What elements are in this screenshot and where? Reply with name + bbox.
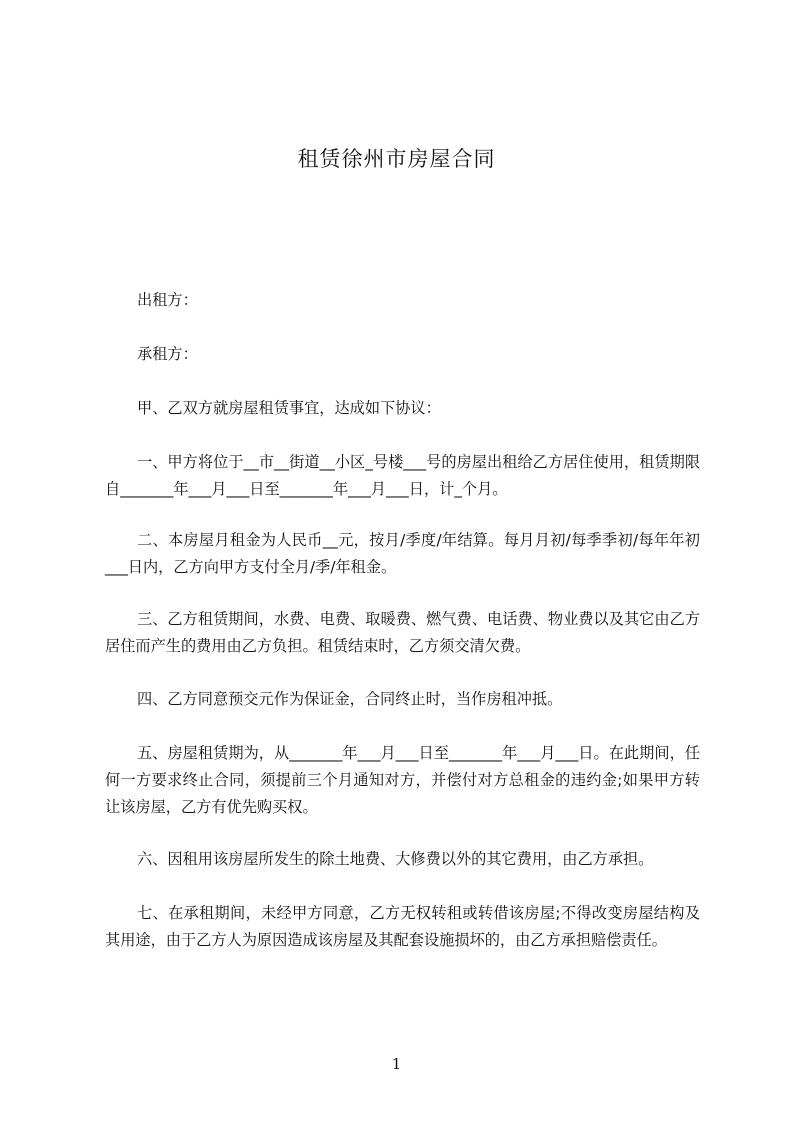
page-number: 1: [391, 1055, 402, 1073]
clause-7: 七、在承租期间，未经甲方同意，乙方无权转租或转借该房屋;不得改变房屋结构及其用途，由于乙方人为原因造成该房屋及其配套设施损坏的，由乙方承担赔偿责任。: [105, 904, 700, 949]
document-title: 租赁徐州市房屋合同: [297, 147, 496, 171]
lessee-label: 承租方：: [137, 345, 198, 363]
clause-2: 二、本房屋月租金为人民币__元，按月/季度/年结算。每月月初/每季季初/每年年初___日内，乙方向甲方支付全月/季/年租金。: [105, 531, 700, 576]
clause-1: 一、甲方将位于__市__街道__小区_号楼___号的房屋出租给乙方居住使用，租赁期限自_______年___月___日至_______年___月___日，计_个月。: [105, 453, 700, 498]
clause-3: 三、乙方租赁期间，水费、电费、取暖费、燃气费、电话费、物业费以及其它由乙方居住而产生的费用由乙方负担。租赁结束时，乙方须交清欠费。: [105, 610, 700, 655]
lessor-label: 出租方：: [137, 291, 198, 309]
clause-6: 六、因租用该房屋所发生的除土地费、大修费以外的其它费用，由乙方承担。: [137, 850, 654, 868]
clause-5: 五、房屋租赁期为，从_______年___月___日至_______年___月___日。在此期间，任何一方要求终止合同，须提前三个月通知对方，并偿付对方总租金的违约金;如果甲方转让该房屋，乙方有优先购买权。: [105, 744, 700, 816]
agreement-intro: 甲、乙双方就房屋租赁事宜，达成如下协议：: [137, 399, 441, 417]
clause-4: 四、乙方同意预交元作为保证金，合同终止时，当作房租冲抵。: [137, 690, 563, 708]
